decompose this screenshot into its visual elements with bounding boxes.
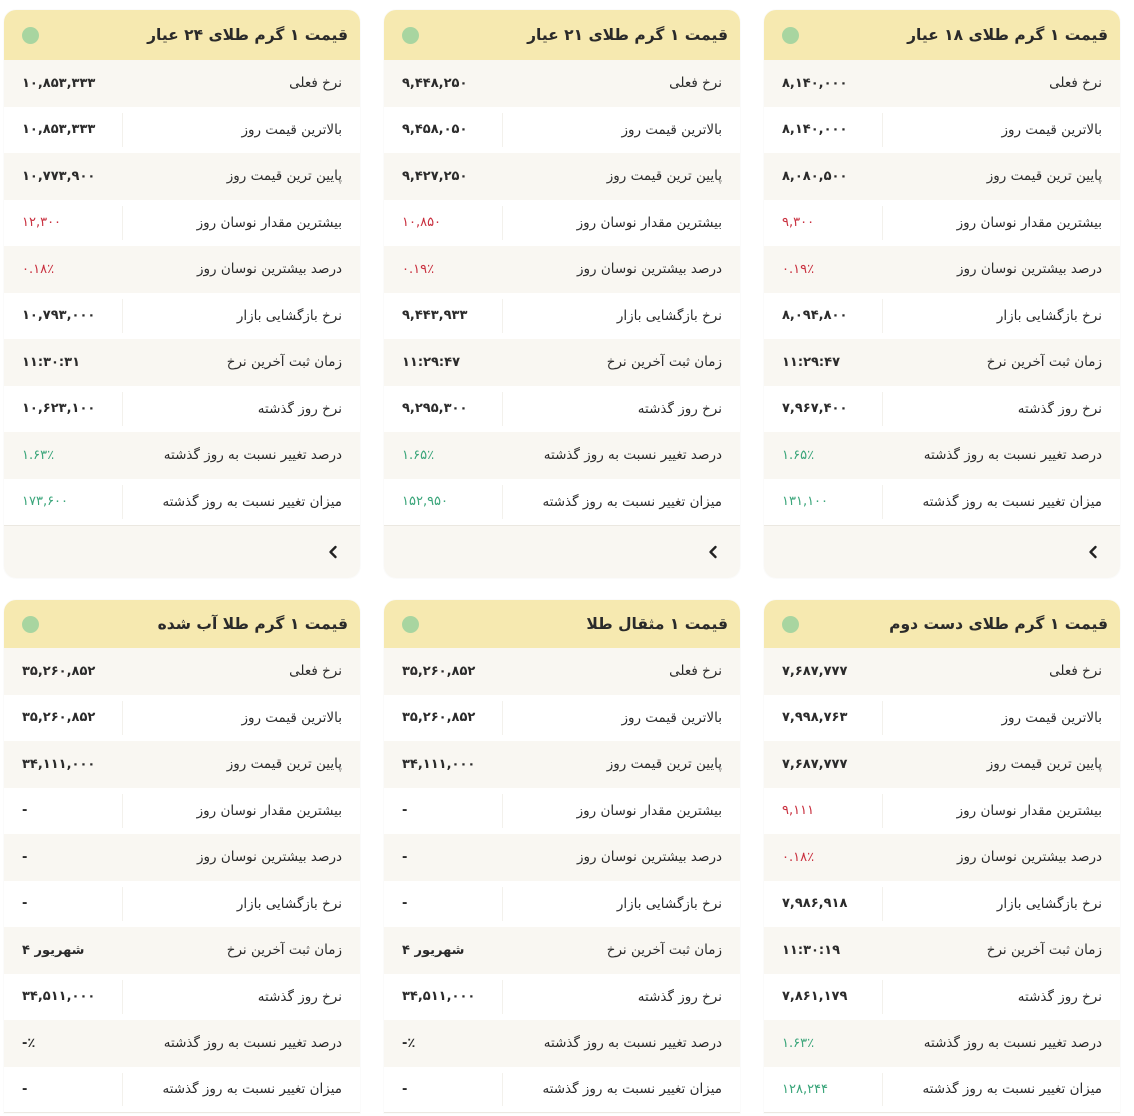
row-value: ۳۵,۲۶۰,۸۵۲ <box>22 663 96 679</box>
table-row-change-amount <box>4 1067 360 1114</box>
row-label: درصد تغییر نسبت به روز گذشته <box>543 1035 722 1052</box>
table-row-opening-rate <box>764 293 1120 340</box>
table-row-day-low <box>384 741 740 788</box>
row-value: -٪ <box>402 1035 416 1051</box>
row-label: درصد بیشترین نوسان روز <box>576 261 722 278</box>
card-gold-18k <box>764 10 1120 578</box>
row-value: ۳۴,۱۱۱,۰۰۰ <box>22 756 96 772</box>
table-row-max-fluctuation <box>384 788 740 835</box>
row-value: ۴ شهریور <box>22 942 85 958</box>
row-label: نرخ فعلی <box>1049 663 1102 680</box>
row-value: - <box>402 849 408 865</box>
price-table <box>764 648 1120 1113</box>
table-row-day-low <box>384 153 740 200</box>
row-label: بالاترین قیمت روز <box>241 121 342 138</box>
table-row-change-amount <box>384 1067 740 1114</box>
row-value: ۱۳۱,۱۰۰ <box>782 494 829 510</box>
table-row-previous-day-rate <box>4 974 360 1021</box>
table-row-day-low <box>4 741 360 788</box>
row-value: ۱.۶۵٪ <box>402 447 435 463</box>
table-row-current-rate <box>764 648 1120 695</box>
table-row-day-high <box>4 107 360 154</box>
row-label: میزان تغییر نسبت به روز گذشته <box>542 493 722 510</box>
row-label: پایین ترین قیمت روز <box>986 168 1102 185</box>
price-table <box>4 648 360 1113</box>
row-label: نرخ بازگشایی بازار <box>996 895 1102 912</box>
row-value: ۷,۹۹۸,۷۶۳ <box>782 710 848 726</box>
card-title: قیمت ۱ گرم طلا آب شده <box>157 615 348 633</box>
row-value: ۹,۳۰۰ <box>782 215 815 231</box>
row-label: درصد بیشترین نوسان روز <box>196 261 342 278</box>
row-value: ۱۱:۳۰:۱۹ <box>782 942 841 958</box>
price-table <box>4 60 360 525</box>
table-row-last-update-time <box>764 339 1120 386</box>
table-row-last-update-time <box>384 927 740 974</box>
row-value: ۱۰,۶۲۳,۱۰۰ <box>22 401 96 417</box>
table-row-change-pct <box>4 1020 360 1067</box>
card-gold-24k <box>4 10 360 578</box>
table-row-day-low <box>4 153 360 200</box>
row-value: - <box>402 896 408 912</box>
table-row-previous-day-rate <box>384 974 740 1021</box>
card-header <box>764 600 1120 648</box>
card-footer <box>764 525 1120 578</box>
row-label: میزان تغییر نسبت به روز گذشته <box>162 493 342 510</box>
row-value: ۷,۹۶۷,۴۰۰ <box>782 401 848 417</box>
chevron-left-icon[interactable] <box>706 545 720 559</box>
table-row-day-high <box>384 695 740 742</box>
card-header <box>384 600 740 648</box>
row-value: - <box>22 896 28 912</box>
row-value: ۱۲۸,۲۴۴ <box>782 1081 829 1097</box>
table-row-max-fluctuation <box>764 788 1120 835</box>
table-row-opening-rate <box>764 881 1120 928</box>
status-dot-icon <box>402 616 419 633</box>
row-label: پایین ترین قیمت روز <box>606 756 722 773</box>
row-label: پایین ترین قیمت روز <box>986 756 1102 773</box>
status-dot-icon <box>22 27 39 44</box>
table-row-current-rate <box>4 60 360 107</box>
row-value: ۰.۱۹٪ <box>782 261 815 277</box>
row-value: ۸,۰۹۴,۸۰۰ <box>782 308 848 324</box>
price-table <box>384 60 740 525</box>
row-value: ۱۰,۷۹۳,۰۰۰ <box>22 308 96 324</box>
row-value: ۱۱:۲۹:۴۷ <box>402 354 461 370</box>
table-row-previous-day-rate <box>384 386 740 433</box>
row-value: ۱۱:۳۰:۳۱ <box>22 354 81 370</box>
card-title: قیمت ۱ گرم طلای ۲۴ عیار <box>147 26 348 44</box>
price-table <box>764 60 1120 525</box>
row-label: نرخ بازگشایی بازار <box>236 895 342 912</box>
row-label: بالاترین قیمت روز <box>241 709 342 726</box>
row-value: ۱۰,۸۵۰ <box>402 215 442 231</box>
table-row-current-rate <box>384 648 740 695</box>
row-label: درصد بیشترین نوسان روز <box>956 261 1102 278</box>
row-label: درصد تغییر نسبت به روز گذشته <box>163 447 342 464</box>
table-row-last-update-time <box>764 927 1120 974</box>
table-row-change-pct <box>764 432 1120 479</box>
row-label: درصد بیشترین نوسان روز <box>576 849 722 866</box>
row-value: - <box>22 803 28 819</box>
row-label: درصد تغییر نسبت به روز گذشته <box>923 1035 1102 1052</box>
table-row-max-fluctuation <box>384 200 740 247</box>
row-label: میزان تغییر نسبت به روز گذشته <box>542 1081 722 1098</box>
row-label: نرخ فعلی <box>669 75 722 92</box>
table-row-opening-rate <box>4 881 360 928</box>
table-row-change-amount <box>764 479 1120 526</box>
row-value: ۷,۸۶۱,۱۷۹ <box>782 989 848 1005</box>
status-dot-icon <box>782 27 799 44</box>
card-gold-21k <box>384 10 740 578</box>
table-row-max-fluctuation-pct <box>384 246 740 293</box>
card-title: قیمت ۱ مثقال طلا <box>586 615 728 633</box>
row-label: میزان تغییر نسبت به روز گذشته <box>162 1081 342 1098</box>
row-label: نرخ روز گذشته <box>1017 988 1102 1005</box>
table-row-opening-rate <box>384 881 740 928</box>
row-label: پایین ترین قیمت روز <box>606 168 722 185</box>
table-row-max-fluctuation-pct <box>4 246 360 293</box>
chevron-left-icon[interactable] <box>1086 545 1100 559</box>
row-label: نرخ روز گذشته <box>257 988 342 1005</box>
table-row-max-fluctuation-pct <box>384 834 740 881</box>
row-value: ۱۰,۸۵۳,۳۳۳ <box>22 75 96 91</box>
gold-price-grid-row-2 <box>4 600 1120 1113</box>
row-label: بیشترین مقدار نوسان روز <box>576 214 722 231</box>
row-value: ۹,۴۲۷,۲۵۰ <box>402 168 468 184</box>
row-label: زمان ثبت آخرین نرخ <box>226 942 342 959</box>
row-label: نرخ روز گذشته <box>257 400 342 417</box>
row-label: درصد بیشترین نوسان روز <box>196 849 342 866</box>
row-label: بالاترین قیمت روز <box>621 709 722 726</box>
table-row-last-update-time <box>4 927 360 974</box>
row-value: ۱۰,۸۵۳,۳۳۳ <box>22 122 96 138</box>
row-value: -٪ <box>22 1035 36 1051</box>
table-row-max-fluctuation-pct <box>4 834 360 881</box>
row-value: ۷,۹۸۶,۹۱۸ <box>782 896 848 912</box>
row-value: ۳۵,۲۶۰,۸۵۲ <box>402 710 476 726</box>
card-footer <box>384 525 740 578</box>
row-label: زمان ثبت آخرین نرخ <box>606 354 722 371</box>
row-label: بالاترین قیمت روز <box>1001 709 1102 726</box>
row-label: زمان ثبت آخرین نرخ <box>606 942 722 959</box>
row-label: بالاترین قیمت روز <box>1001 121 1102 138</box>
table-row-current-rate <box>384 60 740 107</box>
row-label: درصد تغییر نسبت به روز گذشته <box>543 447 722 464</box>
price-table <box>384 648 740 1113</box>
row-value: - <box>22 1081 28 1097</box>
row-value: ۱۰,۷۷۳,۹۰۰ <box>22 168 96 184</box>
card-header <box>764 10 1120 60</box>
table-row-change-pct <box>764 1020 1120 1067</box>
table-row-day-high <box>384 107 740 154</box>
row-label: زمان ثبت آخرین نرخ <box>986 354 1102 371</box>
table-row-max-fluctuation-pct <box>764 246 1120 293</box>
row-label: زمان ثبت آخرین نرخ <box>986 942 1102 959</box>
row-value: ۷,۶۸۷,۷۷۷ <box>782 663 848 679</box>
table-row-previous-day-rate <box>4 386 360 433</box>
row-label: بیشترین مقدار نوسان روز <box>576 802 722 819</box>
row-value: ۹,۲۹۵,۳۰۰ <box>402 401 468 417</box>
table-row-opening-rate <box>4 293 360 340</box>
row-label: بیشترین مقدار نوسان روز <box>196 214 342 231</box>
row-value: ۸,۱۴۰,۰۰۰ <box>782 75 848 91</box>
row-value: ۹,۱۱۱ <box>782 803 815 819</box>
row-value: ۰.۱۹٪ <box>402 261 435 277</box>
row-label: نرخ بازگشایی بازار <box>616 307 722 324</box>
row-label: پایین ترین قیمت روز <box>226 756 342 773</box>
card-gold-second-hand <box>764 600 1120 1113</box>
table-row-change-pct <box>384 432 740 479</box>
row-label: نرخ روز گذشته <box>637 400 722 417</box>
row-value: ۳۴,۱۱۱,۰۰۰ <box>402 756 476 772</box>
row-value: ۹,۴۵۸,۰۵۰ <box>402 122 468 138</box>
status-dot-icon <box>782 616 799 633</box>
table-row-current-rate <box>764 60 1120 107</box>
row-label: درصد تغییر نسبت به روز گذشته <box>923 447 1102 464</box>
row-value: ۳۴,۵۱۱,۰۰۰ <box>22 989 96 1005</box>
table-row-day-high <box>764 695 1120 742</box>
row-value: ۳۴,۵۱۱,۰۰۰ <box>402 989 476 1005</box>
row-value: ۹,۴۴۸,۲۵۰ <box>402 75 468 91</box>
row-value: ۱۷۳,۶۰۰ <box>22 494 69 510</box>
table-row-day-low <box>764 153 1120 200</box>
row-value: ۸,۰۸۰,۵۰۰ <box>782 168 848 184</box>
table-row-previous-day-rate <box>764 386 1120 433</box>
card-title: قیمت ۱ گرم طلای ۱۸ عیار <box>907 26 1108 44</box>
table-row-change-amount <box>4 479 360 526</box>
card-title: قیمت ۱ گرم طلای ۲۱ عیار <box>527 26 728 44</box>
gold-price-grid <box>4 10 1120 578</box>
row-value: - <box>402 1081 408 1097</box>
row-value: - <box>22 849 28 865</box>
row-label: نرخ روز گذشته <box>1017 400 1102 417</box>
row-value: ۱.۶۳٪ <box>782 1035 815 1051</box>
row-label: نرخ فعلی <box>669 663 722 680</box>
row-value: ۸,۱۴۰,۰۰۰ <box>782 122 848 138</box>
table-row-change-pct <box>384 1020 740 1067</box>
row-label: نرخ بازگشایی بازار <box>236 307 342 324</box>
row-label: بیشترین مقدار نوسان روز <box>196 802 342 819</box>
table-row-change-pct <box>4 432 360 479</box>
table-row-max-fluctuation <box>4 788 360 835</box>
row-label: نرخ روز گذشته <box>637 988 722 1005</box>
row-label: میزان تغییر نسبت به روز گذشته <box>922 493 1102 510</box>
row-value: ۱.۶۳٪ <box>22 447 55 463</box>
row-value: ۷,۶۸۷,۷۷۷ <box>782 756 848 772</box>
row-value: ۱۵۲,۹۵۰ <box>402 494 449 510</box>
row-value: ۱.۶۵٪ <box>782 447 815 463</box>
table-row-previous-day-rate <box>764 974 1120 1021</box>
row-label: بیشترین مقدار نوسان روز <box>956 214 1102 231</box>
table-row-last-update-time <box>4 339 360 386</box>
card-gold-melted <box>4 600 360 1113</box>
table-row-max-fluctuation <box>764 200 1120 247</box>
row-value: ۹,۴۴۳,۹۳۳ <box>402 308 468 324</box>
row-label: بیشترین مقدار نوسان روز <box>956 802 1102 819</box>
table-row-last-update-time <box>384 339 740 386</box>
status-dot-icon <box>22 616 39 633</box>
row-label: بالاترین قیمت روز <box>621 121 722 138</box>
row-label: نرخ فعلی <box>289 663 342 680</box>
table-row-day-low <box>764 741 1120 788</box>
card-gold-mesghal <box>384 600 740 1113</box>
row-value: ۱۲,۳۰۰ <box>22 215 62 231</box>
row-label: زمان ثبت آخرین نرخ <box>226 354 342 371</box>
card-footer <box>4 525 360 578</box>
row-label: نرخ بازگشایی بازار <box>996 307 1102 324</box>
row-label: درصد تغییر نسبت به روز گذشته <box>163 1035 342 1052</box>
card-title: قیمت ۱ گرم طلای دست دوم <box>889 615 1108 633</box>
row-label: نرخ فعلی <box>1049 75 1102 92</box>
row-value: ۳۵,۲۶۰,۸۵۲ <box>402 663 476 679</box>
card-header <box>4 600 360 648</box>
row-label: پایین ترین قیمت روز <box>226 168 342 185</box>
table-row-opening-rate <box>384 293 740 340</box>
row-value: ۰.۱۸٪ <box>22 261 55 277</box>
table-row-day-high <box>764 107 1120 154</box>
row-label: نرخ بازگشایی بازار <box>616 895 722 912</box>
card-header <box>4 10 360 60</box>
card-header <box>384 10 740 60</box>
row-label: درصد بیشترین نوسان روز <box>956 849 1102 866</box>
row-value: ۱۱:۲۹:۴۷ <box>782 354 841 370</box>
table-row-current-rate <box>4 648 360 695</box>
row-value: - <box>402 803 408 819</box>
table-row-day-high <box>4 695 360 742</box>
table-row-max-fluctuation <box>4 200 360 247</box>
row-label: نرخ فعلی <box>289 75 342 92</box>
table-row-change-amount <box>384 479 740 526</box>
row-label: میزان تغییر نسبت به روز گذشته <box>922 1081 1102 1098</box>
row-value: ۰.۱۸٪ <box>782 849 815 865</box>
table-row-max-fluctuation-pct <box>764 834 1120 881</box>
status-dot-icon <box>402 27 419 44</box>
chevron-left-icon[interactable] <box>326 545 340 559</box>
row-value: ۴ شهریور <box>402 942 465 958</box>
row-value: ۳۵,۲۶۰,۸۵۲ <box>22 710 96 726</box>
table-row-change-amount <box>764 1067 1120 1114</box>
